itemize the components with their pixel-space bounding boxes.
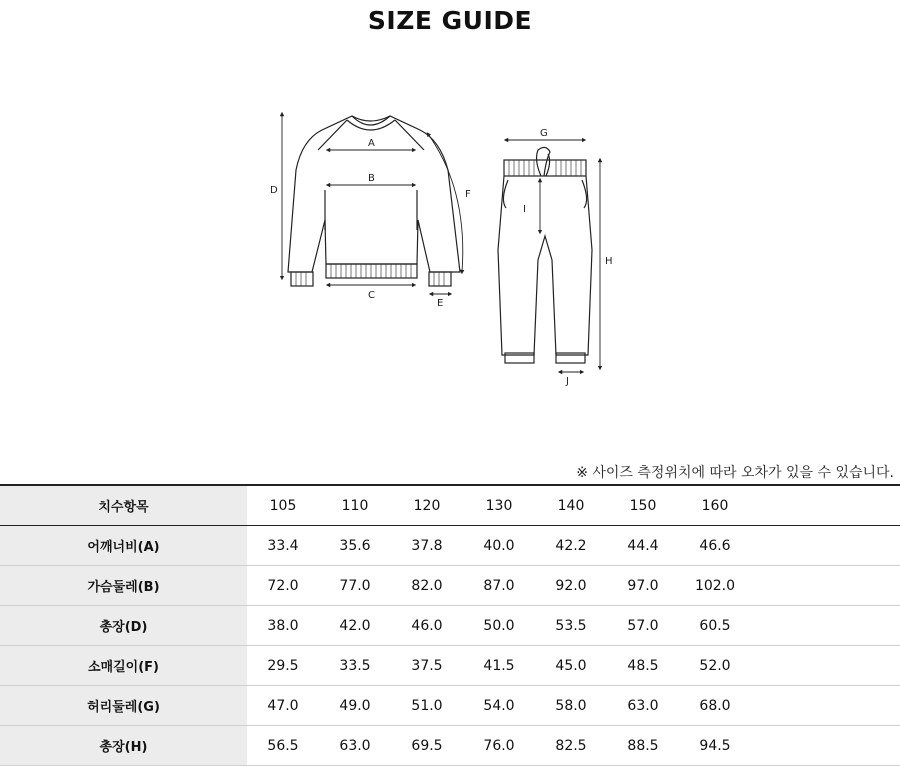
table-cell: 41.5 xyxy=(463,646,535,686)
label-e: E xyxy=(437,298,444,309)
table-cell: 72.0 xyxy=(247,566,319,606)
size-header: 160 xyxy=(679,485,751,526)
row-label: 총장(H) xyxy=(0,726,247,766)
table-cell: 94.5 xyxy=(679,726,751,766)
row-label: 소매길이(F) xyxy=(0,646,247,686)
table-cell: 56.5 xyxy=(247,726,319,766)
table-cell: 82.0 xyxy=(391,566,463,606)
size-header: 130 xyxy=(463,485,535,526)
label-a: A xyxy=(368,138,375,149)
table-cell: 76.0 xyxy=(463,726,535,766)
table-cell: 37.5 xyxy=(391,646,463,686)
table-cell: 52.0 xyxy=(679,646,751,686)
table-cell: 54.0 xyxy=(463,686,535,726)
label-b: B xyxy=(368,173,375,184)
size-header: 110 xyxy=(319,485,391,526)
label-h: H xyxy=(605,256,613,267)
label-d: D xyxy=(270,185,278,196)
size-header: 105 xyxy=(247,485,319,526)
label-g: G xyxy=(540,128,548,139)
row-label: 총장(D) xyxy=(0,606,247,646)
measurement-note: ※ 사이즈 측정위치에 따라 오차가 있을 수 있습니다. xyxy=(576,465,894,481)
table-cell: 68.0 xyxy=(679,686,751,726)
table-cell: 37.8 xyxy=(391,526,463,566)
table-row xyxy=(0,726,900,766)
table-cell: 82.5 xyxy=(535,726,607,766)
label-c: C xyxy=(368,290,375,301)
row-label: 가슴둘레(B) xyxy=(0,566,247,606)
size-header: 150 xyxy=(607,485,679,526)
row-label: 허리둘레(G) xyxy=(0,686,247,726)
row-spacer xyxy=(751,686,900,726)
row-spacer xyxy=(751,606,900,646)
table-cell: 77.0 xyxy=(319,566,391,606)
pants-illustration xyxy=(498,147,592,363)
row-label: 어깨너비(A) xyxy=(0,526,247,566)
table-cell: 33.4 xyxy=(247,526,319,566)
table-cell: 45.0 xyxy=(535,646,607,686)
table-cell: 88.5 xyxy=(607,726,679,766)
table-cell: 53.5 xyxy=(535,606,607,646)
table-row xyxy=(0,686,900,726)
table-cell: 63.0 xyxy=(607,686,679,726)
row-spacer xyxy=(751,566,900,606)
table-cell: 33.5 xyxy=(319,646,391,686)
table-cell: 42.0 xyxy=(319,606,391,646)
table-cell: 63.0 xyxy=(319,726,391,766)
table-cell: 60.5 xyxy=(679,606,751,646)
table-cell: 42.2 xyxy=(535,526,607,566)
size-header: 140 xyxy=(535,485,607,526)
table-cell: 51.0 xyxy=(391,686,463,726)
size-header: 120 xyxy=(391,485,463,526)
table-row xyxy=(0,606,900,646)
table-cell: 35.6 xyxy=(319,526,391,566)
table-cell: 29.5 xyxy=(247,646,319,686)
table-cell: 57.0 xyxy=(607,606,679,646)
table-cell: 87.0 xyxy=(463,566,535,606)
table-cell: 46.0 xyxy=(391,606,463,646)
label-i: I xyxy=(523,204,526,215)
label-f: F xyxy=(465,189,471,200)
row-spacer xyxy=(751,726,900,766)
table-cell: 38.0 xyxy=(247,606,319,646)
table-cell: 49.0 xyxy=(319,686,391,726)
page-title: SIZE GUIDE xyxy=(367,6,533,35)
table-cell: 46.6 xyxy=(679,526,751,566)
row-spacer xyxy=(751,646,900,686)
header-spacer xyxy=(751,485,900,526)
table-row xyxy=(0,566,900,606)
table-cell: 40.0 xyxy=(463,526,535,566)
table-header-row xyxy=(0,485,900,526)
table-cell: 102.0 xyxy=(679,566,751,606)
size-table xyxy=(0,484,900,766)
table-cell: 48.5 xyxy=(607,646,679,686)
label-j: J xyxy=(566,376,569,387)
table-cell: 92.0 xyxy=(535,566,607,606)
row-spacer xyxy=(751,526,900,566)
table-cell: 47.0 xyxy=(247,686,319,726)
table-row xyxy=(0,526,900,566)
table-cell: 69.5 xyxy=(391,726,463,766)
table-cell: 58.0 xyxy=(535,686,607,726)
header-label: 치수항목 xyxy=(0,485,247,526)
table-cell: 44.4 xyxy=(607,526,679,566)
table-cell: 97.0 xyxy=(607,566,679,606)
table-cell: 50.0 xyxy=(463,606,535,646)
table-row xyxy=(0,646,900,686)
